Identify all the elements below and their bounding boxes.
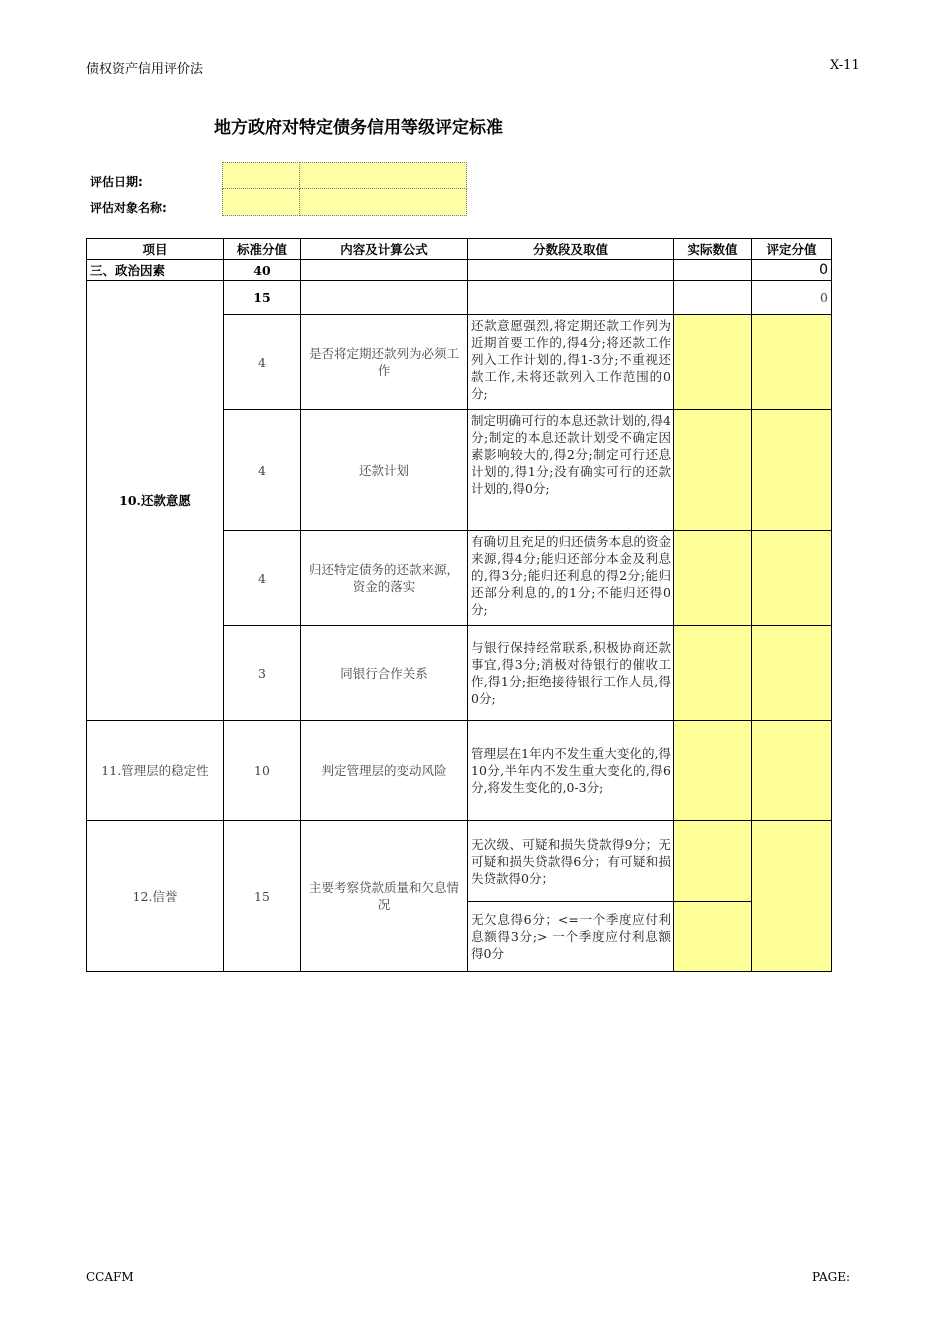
col-header-range: 分数段及取值	[468, 239, 674, 260]
col-header-actual: 实际数值	[674, 239, 752, 260]
row-std: 4	[224, 531, 301, 626]
g10-std: 15	[224, 281, 301, 315]
section-score: 0	[752, 260, 832, 281]
date-label: 评估日期:	[90, 175, 143, 189]
g12-desc-2: 无欠息得6分；<=一个季度应付利息额得3分;> 一个季度应付利息额得0分	[468, 902, 674, 972]
header-right: X-11	[830, 58, 860, 73]
g10-summary-row	[87, 281, 832, 315]
table-header-row	[87, 239, 832, 260]
row-desc: 还款意愿强烈,将定期还款工作列为近期首要工作的,得4分;将还款工作列入工作计划的,得1-3分;不重视还款工作,未将还款列入工作范围的0分;	[468, 315, 674, 410]
col-header-std: 标准分值	[224, 239, 301, 260]
g12-desc-1: 无次级、可疑和损失贷款得9分；无可疑和损失贷款得6分；有可疑和损失贷款得0分；	[468, 821, 674, 902]
actual-value-input[interactable]	[674, 902, 752, 972]
score-input[interactable]	[752, 315, 832, 410]
g11-desc: 管理层在1年内不发生重大变化的,得10分,半年内不发生重大变化的,得6分,将发生变化的,0-3分;	[468, 721, 674, 821]
row-content: 还款计划	[301, 410, 468, 531]
actual-value-input[interactable]	[674, 626, 752, 721]
actual-value-input[interactable]	[674, 410, 752, 531]
row-content: 是否将定期还款列为必须工作	[301, 315, 468, 410]
section-name: 三、政治因素	[87, 260, 224, 281]
g11-content: 判定管理层的变动风险	[301, 721, 468, 821]
score-input[interactable]	[752, 626, 832, 721]
g12-content: 主要考察贷款质量和欠息情况	[301, 821, 468, 972]
g10-actual	[674, 281, 752, 315]
name-input-cell-2[interactable]	[299, 188, 467, 216]
col-header-item: 项目	[87, 239, 224, 260]
actual-value-input[interactable]	[674, 821, 752, 902]
row-desc: 与银行保持经常联系,积极协商还款事宜,得3分;消极对待银行的催收工作,得1分;拒绝接待银行工作人员,得0分;	[468, 626, 674, 721]
g10-score: 0	[752, 281, 832, 315]
row-std: 4	[224, 410, 301, 531]
score-input[interactable]	[752, 821, 832, 972]
name-label: 评估对象名称:	[90, 201, 167, 215]
section-row	[87, 260, 832, 281]
g11-row	[87, 721, 832, 821]
row-content: 同银行合作关系	[301, 626, 468, 721]
g10-content	[301, 281, 468, 315]
g12-row-1	[87, 821, 832, 902]
row-content: 归还特定债务的还款来源，资金的落实	[301, 531, 468, 626]
name-input-cell-1[interactable]	[222, 188, 300, 216]
section-range	[468, 260, 674, 281]
g11-name: 11.管理层的稳定性	[87, 721, 224, 821]
actual-value-input[interactable]	[674, 315, 752, 410]
g10-range	[468, 281, 674, 315]
rating-table	[86, 238, 832, 972]
g10-name: 10.还款意愿	[87, 281, 224, 721]
row-desc: 有确切且充足的归还债务本息的资金来源,得4分;能归还部分本金及利息的,得3分;能归还利息的得2分;能归还部分利息的,的1分;不能归还得0分;	[468, 531, 674, 626]
footer-left: CCAFM	[86, 1270, 134, 1284]
score-input[interactable]	[752, 410, 832, 531]
section-actual	[674, 260, 752, 281]
section-std: 40	[224, 260, 301, 281]
section-content	[301, 260, 468, 281]
g12-name: 12.信誉	[87, 821, 224, 972]
col-header-content: 内容及计算公式	[301, 239, 468, 260]
score-input[interactable]	[752, 721, 832, 821]
g11-std: 10	[224, 721, 301, 821]
col-header-score: 评定分值	[752, 239, 832, 260]
row-desc: 制定明确可行的本息还款计划的,得4分;制定的本息还款计划受不确定因素影响较大的,得2分;制定可行还息计划的,得1分;没有确实可行的还款计划的,得0分;	[468, 410, 674, 531]
footer-right: PAGE:	[812, 1270, 851, 1284]
g12-std: 15	[224, 821, 301, 972]
actual-value-input[interactable]	[674, 721, 752, 821]
header-left: 债权资产信用评价法	[86, 62, 204, 77]
page-title: 地方政府对特定债务信用等级评定标准	[214, 118, 503, 138]
score-input[interactable]	[752, 531, 832, 626]
row-std: 4	[224, 315, 301, 410]
row-std: 3	[224, 626, 301, 721]
date-input-cell-2[interactable]	[299, 162, 467, 189]
date-input-cell-1[interactable]	[222, 162, 300, 189]
actual-value-input[interactable]	[674, 531, 752, 626]
